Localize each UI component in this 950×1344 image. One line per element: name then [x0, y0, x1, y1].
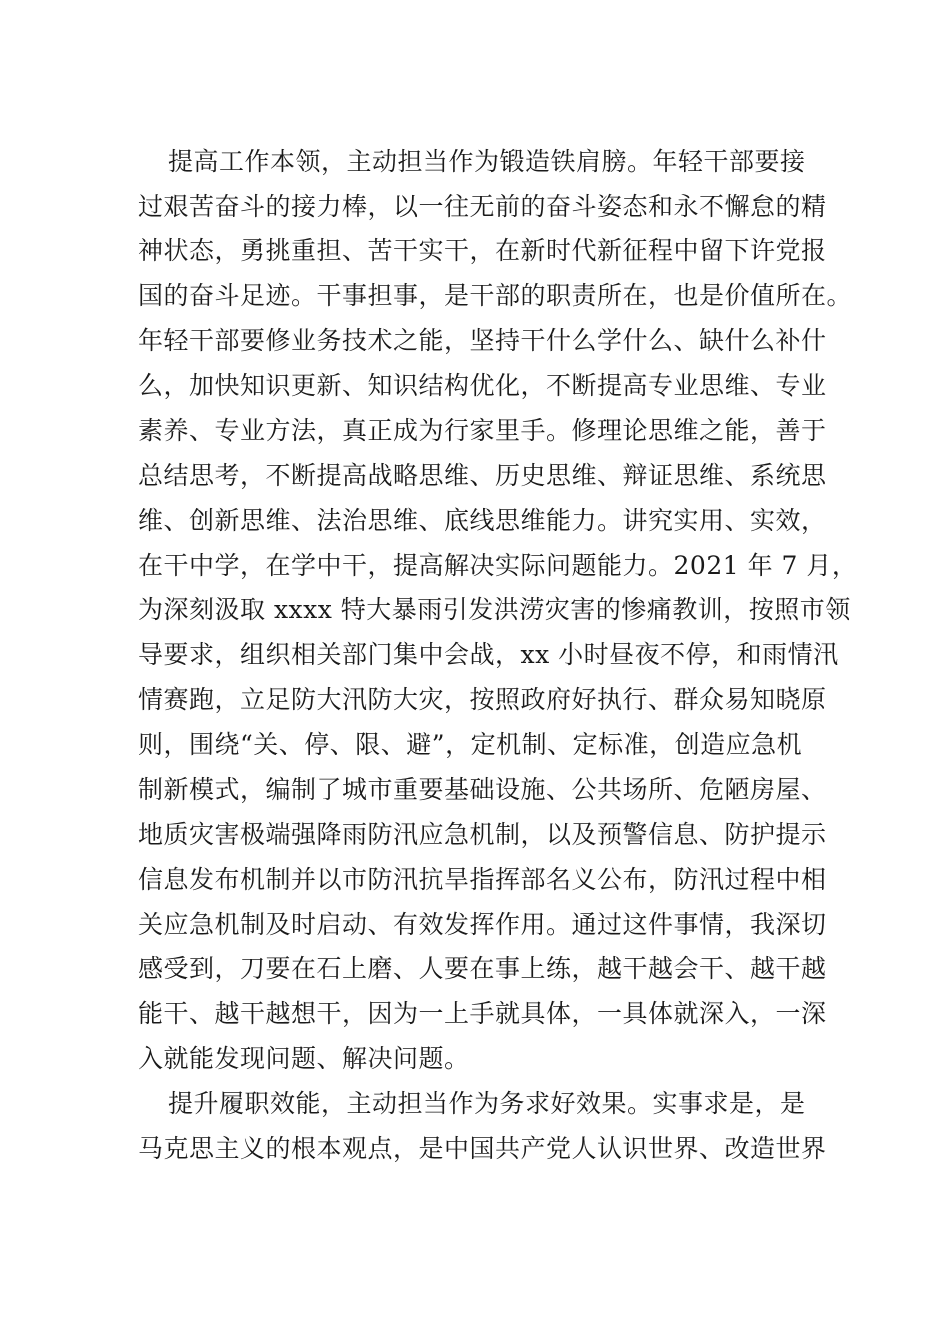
paragraph-2-line-2: 马克思主义的根本观点，是中国共产党人认识世界、改造世界	[138, 1134, 827, 1163]
paragraph-1-line-19: 感受到，刀要在石上磨、人要在事上练，越干越会干、越干越	[138, 954, 827, 983]
paragraph-1-line-13: 情赛跑，立足防大汛防大灾，按照政府好执行、群众易知晓原	[138, 685, 827, 714]
paragraph-2-line-1: 提升履职效能，主动担当作为务求好效果。实事求是，是	[168, 1089, 806, 1118]
paragraph-1-line-14: 则，围绕“关、停、限、避”，定机制、定标准，创造应急机	[138, 730, 803, 759]
paragraph-1-line-17: 信息发布机制并以市防汛抗旱指挥部名义公布，防汛过程中相	[138, 865, 827, 894]
paragraph-1-line-16: 地质灾害极端强降雨防汛应急机制，以及预警信息、防护提示	[138, 820, 827, 849]
paragraph-1-line-7: 素养、专业方法，真正成为行家里手。修理论思维之能，善于	[138, 416, 827, 445]
paragraph-1-line-18: 关应急机制及时启动、有效发挥作用。通过这件事情，我深切	[138, 910, 827, 939]
paragraph-1-line-8: 总结思考，不断提高战略思维、历史思维、辩证思维、系统思	[138, 461, 827, 490]
paragraph-1-line-12: 导要求，组织相关部门集中会战，xx 小时昼夜不停，和雨情汛	[138, 640, 839, 669]
paragraph-1-line-5: 年轻干部要修业务技术之能，坚持干什么学什么、缺什么补什	[138, 326, 827, 355]
paragraph-1-line-1: 提高工作本领，主动担当作为锻造铁肩膀。年轻干部要接	[168, 147, 806, 176]
paragraph-1-line-2: 过艰苦奋斗的接力棒，以一往无前的奋斗姿态和永不懈怠的精	[138, 192, 827, 221]
paragraph-1-line-20: 能干、越干越想干，因为一上手就具体，一具体就深入，一深	[138, 999, 827, 1028]
paragraph-1-line-6: 么，加快知识更新、知识结构优化，不断提高专业思维、专业	[138, 371, 827, 400]
paragraph-1-line-15: 制新模式，编制了城市重要基础设施、公共场所、危陋房屋、	[138, 775, 827, 804]
paragraph-1-line-21: 入就能发现问题、解决问题。	[138, 1044, 470, 1073]
paragraph-1-line-10: 在干中学，在学中干，提高解决实际问题能力。2021 年 7 月，	[138, 551, 858, 580]
paragraph-1-line-9: 维、创新思维、法治思维、底线思维能力。讲究实用、实效，	[138, 506, 827, 535]
paragraph-1-line-3: 神状态，勇挑重担、苦干实干，在新时代新征程中留下许党报	[138, 236, 827, 265]
paragraph-1-line-11: 为深刻汲取 xxxx 特大暴雨引发洪涝灾害的惨痛教训，按照市领	[138, 595, 851, 624]
paragraph-1-line-4: 国的奋斗足迹。干事担事，是干部的职责所在，也是价值所在。	[138, 281, 853, 310]
